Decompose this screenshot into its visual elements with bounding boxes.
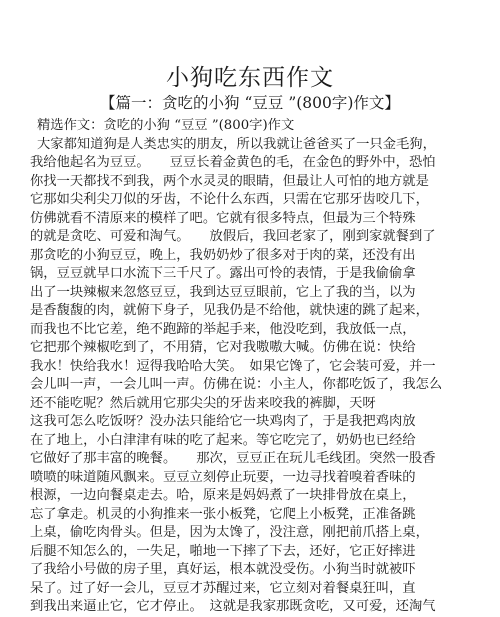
paragraph-line: 出了一块辣椒来忽悠豆豆，我到达豆豆眼前，它上了我的当，以为 — [30, 284, 416, 300]
document-title: 小狗吃东西作文 — [166, 65, 334, 91]
paragraph-line: 根源，一边向餐桌走去。哈，原来是妈妈煮了一块排骨放在桌上， — [30, 488, 416, 503]
paragraph-line: 我水！快给我水！逗得我哈哈大笑。 如果它馋了，它会装可爱，并一 — [30, 358, 436, 374]
paragraph-line: 呆了。过了好一会儿，豆豆才苏醒过来，它立刻对着餐桌狂叫，直 — [30, 580, 416, 596]
paragraph-line: 喷喷的味道随风飘来。豆豆立刻停止玩要，一边寻找着嗅着香味的 — [30, 469, 416, 485]
paragraph-line: 在了地上，小白津津有味的吃了起来。等它吃完了，奶奶也已经给 — [30, 432, 416, 448]
paragraph-line: 了我给小号做的房子里，真好运，根本就没受伤。小狗当时就被吓 — [30, 562, 416, 577]
paragraph-line: 到我出来逼止它，它才停止。 这就是我家那既贪吃，又可爱，还淘气 — [30, 599, 436, 614]
paragraph-line: 是香馥馥的肉，就俯下身子，见我仍是不给他，就快速的跳了起来， — [30, 303, 429, 318]
paragraph-line: 它那如尖利尖刀似的牙齿，不论什么东西，只需在它那牙齿咬几下， — [30, 192, 429, 207]
paragraph-line: 的就是贪吃、可爱和淘气。 放假后，我回老家了，刚到家就餐到了 — [30, 229, 436, 244]
paragraph-line: 而我也不比它差，绝不跑蹄的举起手来，他没吃到，我放低一点， — [30, 321, 416, 337]
paragraph-line: 精选作文：贪吃的小狗 “豆豆 ”(800字)作文 — [37, 118, 295, 133]
paragraph-line: 大家都知道狗是人类忠实的朋友，所以我就让爸爸买了一只金毛狗， — [37, 136, 436, 152]
paragraph-line: 那贪吃的小狗豆豆，晚上，我奶奶炒了很多对于肉的菜，还没有出 — [30, 247, 416, 263]
paragraph-line: 会儿叫一声，一会儿叫一声。仿佛在说：小主人，你都吃饭了，我怎么 — [30, 377, 443, 392]
paragraph-line: 还不能吃呢？然后就用它那尖尖的牙齿来咬我的裤脚，天呀 — [30, 395, 376, 411]
paragraph-line: 它把那个辣椒吃到了，不用猜，它对我嗷嗷大喊。仿佛在说：快给 — [30, 340, 416, 355]
paragraph-line: 上桌，偷吃肉骨头。但是，因为太馋了，没注意，刚把前爪搭上桌， — [30, 525, 429, 540]
paragraph-line: 你找一天都找不到我，两个水灵灵的眼睛，但最让人可怕的地方就是 — [30, 173, 429, 189]
paragraph-line: 后腿不知怎么的，一失足，啪地一下摔了下去，还好，它正好摔进 — [30, 543, 416, 559]
paragraph-line: 这我可怎么吃饭呀？没办法只能给它一块鸡肉了，于是我把鸡肉放 — [30, 414, 416, 429]
paragraph-line: 忘了拿走。机灵的小狗推来一张小板凳，它爬上小板凳，正准备跳 — [30, 506, 416, 522]
paragraph-line: 我给他起名为豆豆。 豆豆长着金黄色的毛，在金色的野外中，恐怕 — [30, 155, 436, 170]
paragraph-line: 它做好了那丰富的晚餐。 那次，豆豆正在玩儿毛线团。突然一股香 — [30, 451, 436, 466]
document-body — [30, 117, 475, 617]
document-subtitle: 【篇一：贪吃的小狗 “豆豆 ”(800字)作文】 — [100, 94, 400, 112]
paragraph-line: 仿佛就看不清原来的模样了吧。它就有很多特点，但最为三个特殊 — [30, 210, 416, 226]
paragraph-line: 锅，豆豆就早口水流下三千尺了。露出可怜的表情，于是我偷偷拿 — [30, 266, 416, 281]
